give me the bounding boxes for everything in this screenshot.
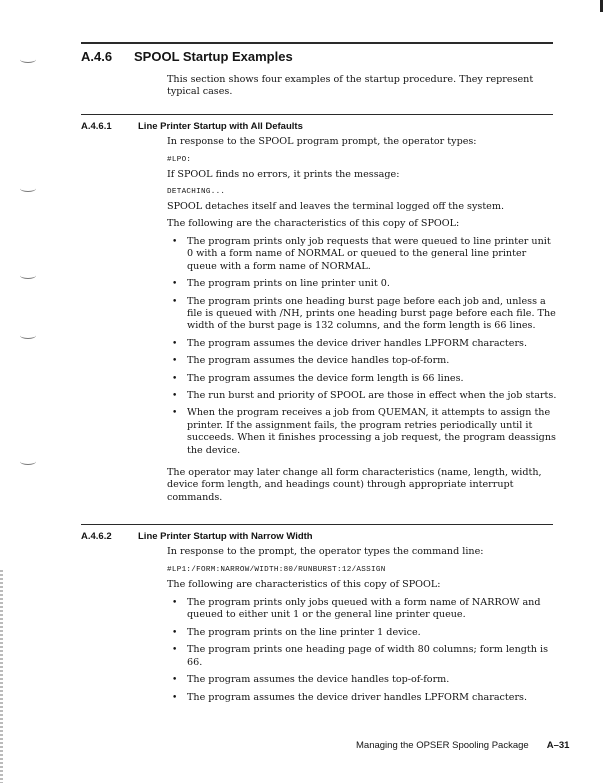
- list-item: [167, 236, 557, 273]
- list-item-text: When the program receives a job from QUEMAN, it attempts to assign the printer. If the assignment fails, the program retries periodically until it succeeds. When it finishes processing a job request, the program deassigns the device.: [187, 407, 556, 456]
- list-item-text: The program assumes the device driver handles LPFORM characters.: [187, 337, 528, 349]
- bullet-icon: •: [172, 645, 178, 656]
- list-item-text: The program prints on the line printer 1 device.: [187, 626, 421, 638]
- list-item: [167, 407, 557, 457]
- list-item-text: The program prints on line printer unit 0.: [187, 278, 390, 290]
- list-item: [167, 644, 557, 669]
- list-item-text: The program assumes the device handles top-of-form.: [187, 355, 450, 367]
- subsection-heading: [81, 531, 604, 542]
- section-title: SPOOL Startup Examples: [134, 48, 293, 64]
- footer-title: Managing the OPSER Spooling Package: [356, 740, 529, 751]
- list-item: [167, 627, 557, 639]
- bullet-icon: •: [172, 675, 178, 686]
- bullet-icon: •: [172, 296, 178, 307]
- subsection-rule: [81, 524, 553, 525]
- binding-edge: [0, 570, 3, 783]
- page-number: A–31: [546, 740, 570, 751]
- bullet-icon: •: [172, 279, 178, 290]
- list-item: [167, 278, 557, 290]
- list-item-text: The program assumes the device handles top-of-form.: [187, 674, 450, 686]
- list-item: [167, 373, 557, 385]
- section-intro: This section shows four examples of the startup procedure. They represent typical cases.: [167, 73, 534, 97]
- command-example: #LPO:: [167, 155, 192, 164]
- paragraph: The following are characteristics of this copy of SPOOL:: [167, 578, 441, 590]
- list-item: [167, 692, 557, 704]
- margin-mark: [20, 332, 36, 339]
- paragraph: SPOOL detaches itself and leaves the terminal logged off the system.: [167, 201, 504, 213]
- list-item-text: The run burst and priority of SPOOL are those in effect when the job starts.: [187, 390, 557, 401]
- list-item: [167, 390, 557, 402]
- margin-mark: [20, 272, 36, 279]
- message-example: DETACHING...: [167, 188, 226, 197]
- section-number: A.4.6: [81, 48, 113, 64]
- subsection-number: A.4.6.1: [81, 121, 112, 133]
- subsection-rule: [81, 114, 553, 115]
- subsection-number: A.4.6.2: [81, 531, 112, 543]
- subsection-title: Line Printer Startup with Narrow Width: [138, 531, 313, 543]
- bullet-icon: •: [172, 391, 178, 401]
- list-item-text: The program prints only jobs queued with a form name of NARROW and queued to either unit 1 or the general line printer queue.: [187, 597, 541, 621]
- paragraph: The following are the characteristics of this copy of SPOOL:: [167, 217, 460, 229]
- margin-mark: [20, 185, 36, 192]
- subsection-heading: [81, 121, 604, 132]
- bullet-icon: •: [172, 692, 178, 703]
- bullet-icon: •: [172, 408, 178, 419]
- subsection-body: [167, 546, 557, 704]
- list-item: [167, 338, 557, 350]
- section-rule: [81, 42, 553, 44]
- bullet-icon: •: [172, 338, 178, 349]
- page-edge-mark: [600, 0, 603, 12]
- list-item-text: The program prints only job requests that were queued to line printer unit 0 with a form name of NORMAL or queued to the general line printer queue with a form name of NORMAL.: [187, 235, 551, 272]
- bullet-icon: •: [172, 598, 178, 609]
- margin-mark: [20, 458, 36, 465]
- subsection-body: [167, 136, 557, 504]
- bullet-icon: •: [172, 627, 178, 638]
- list-item-text: The program prints one heading burst page before each job and, unless a file is queued with /NH, prints one heading burst page before each file. The width of the burst page is 132 columns, and the form length is 66 lines.: [187, 295, 556, 332]
- bullet-icon: •: [172, 356, 178, 367]
- bullet-list: [167, 597, 557, 704]
- paragraph: The operator may later change all form characteristics (name, length, width, device form length, and headings count) through appropriate interrupt commands.: [167, 467, 542, 503]
- command-example: #LP1:/FORM:NARROW/WIDTH:80/RUNBURST:12/ASSIGN: [167, 565, 386, 574]
- bullet-list: [167, 236, 557, 457]
- page-footer: [356, 740, 586, 751]
- paragraph: In response to the prompt, the operator types the command line:: [167, 546, 484, 558]
- bullet-icon: •: [172, 236, 178, 247]
- paragraph: If SPOOL finds no errors, it prints the message:: [167, 168, 400, 180]
- list-item: [167, 674, 557, 686]
- list-item: [167, 296, 557, 333]
- list-item: [167, 597, 557, 622]
- paragraph: In response to the SPOOL program prompt, the operator types:: [167, 136, 477, 148]
- list-item: [167, 355, 557, 367]
- bullet-icon: •: [172, 373, 178, 384]
- list-item-text: The program assumes the device driver handles LPFORM characters.: [187, 691, 528, 703]
- margin-mark: [20, 56, 36, 63]
- list-item-text: The program assumes the device form length is 66 lines.: [187, 372, 464, 384]
- subsection-title: Line Printer Startup with All Defaults: [138, 121, 303, 133]
- section-heading: [81, 49, 604, 64]
- list-item-text: The program prints one heading page of width 80 columns; form length is 66.: [187, 644, 548, 668]
